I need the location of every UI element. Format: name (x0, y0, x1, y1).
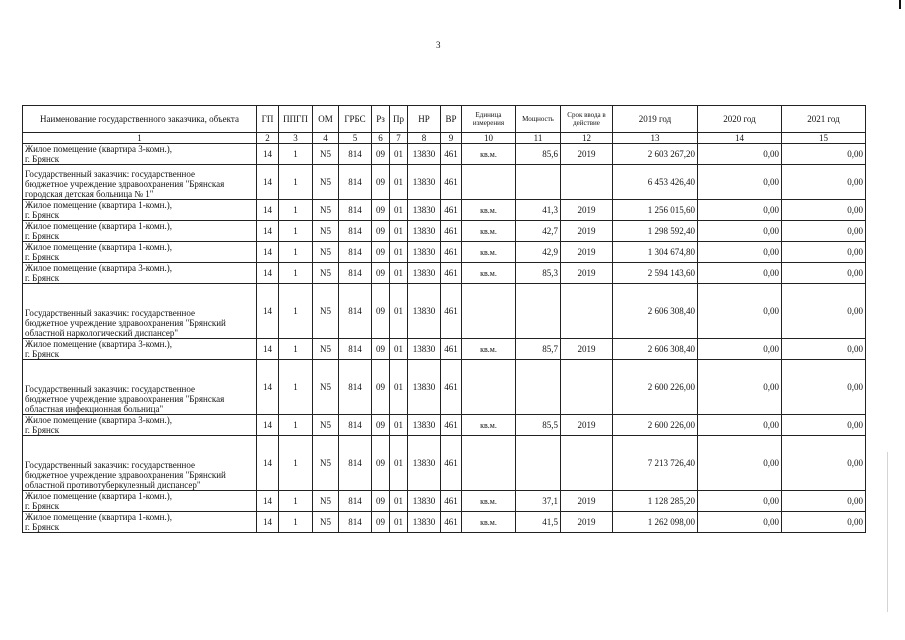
unit-cell: кв.м. (462, 200, 516, 221)
object-name-line: г. Брянск (25, 501, 60, 511)
power-cell (516, 360, 561, 415)
vr-cell: 461 (441, 221, 462, 242)
y2021-cell: 0,00 (782, 512, 866, 533)
y2021-cell: 0,00 (782, 200, 866, 221)
object-name-line: городская детская больница № 1" (25, 189, 154, 199)
year-cell: 2019 (561, 512, 613, 533)
grbs-cell: 814 (339, 221, 372, 242)
header-cell: Пр (390, 106, 408, 133)
column-number: 13 (613, 133, 698, 144)
rz-cell: 09 (372, 415, 390, 436)
table-row (23, 512, 866, 533)
gp-cell: 14 (257, 491, 279, 512)
nr-cell: 13830 (408, 491, 441, 512)
grbs-cell: 814 (339, 360, 372, 415)
table-row (23, 242, 866, 263)
om-cell: N5 (313, 165, 339, 200)
year-cell: 2019 (561, 491, 613, 512)
y2019-cell: 1 128 285,20 (613, 491, 698, 512)
object-name-line: областной противотуберкулезный диспансер" (25, 480, 201, 490)
object-name-line: бюджетное учреждение здравоохранения "Брянский (25, 470, 226, 480)
unit-cell: кв.м. (462, 242, 516, 263)
grbs-cell: 814 (339, 339, 372, 360)
vr-cell: 461 (441, 200, 462, 221)
object-name-line: г. Брянск (25, 154, 60, 164)
power-cell (516, 165, 561, 200)
y2021-cell: 0,00 (782, 284, 866, 339)
nr-cell: 13830 (408, 144, 441, 165)
nr-cell: 13830 (408, 284, 441, 339)
gp-cell: 14 (257, 415, 279, 436)
y2019-cell: 2 606 308,40 (613, 284, 698, 339)
gp-cell: 14 (257, 165, 279, 200)
pr-cell: 01 (390, 221, 408, 242)
gp-cell: 14 (257, 242, 279, 263)
y2021-cell: 0,00 (782, 242, 866, 263)
table-row (23, 200, 866, 221)
ppgp-cell: 1 (279, 165, 313, 200)
object-name-cell (23, 263, 257, 284)
column-number: 3 (279, 133, 313, 144)
y2021-cell: 0,00 (782, 436, 866, 491)
y2020-cell: 0,00 (698, 144, 782, 165)
object-name-line: Жилое помещение (квартира 1-комн.), (25, 491, 172, 501)
grbs-cell: 814 (339, 263, 372, 284)
y2019-cell: 2 606 308,40 (613, 339, 698, 360)
rz-cell: 09 (372, 200, 390, 221)
gp-cell: 14 (257, 284, 279, 339)
table-row (23, 491, 866, 512)
year-cell: 2019 (561, 242, 613, 263)
y2021-cell: 0,00 (782, 221, 866, 242)
vr-cell: 461 (441, 436, 462, 491)
header-cell: 2021 год (782, 106, 866, 133)
nr-cell: 13830 (408, 242, 441, 263)
om-cell: N5 (313, 339, 339, 360)
y2019-cell: 2 594 143,60 (613, 263, 698, 284)
ppgp-cell: 1 (279, 263, 313, 284)
ppgp-cell: 1 (279, 436, 313, 491)
grbs-cell: 814 (339, 242, 372, 263)
pr-cell: 01 (390, 165, 408, 200)
power-cell: 41,3 (516, 200, 561, 221)
year-cell: 2019 (561, 415, 613, 436)
rz-cell: 09 (372, 436, 390, 491)
unit-cell: кв.м. (462, 339, 516, 360)
unit-cell: кв.м. (462, 263, 516, 284)
header-cell: ППГП (279, 106, 313, 133)
y2019-cell: 1 262 098,00 (613, 512, 698, 533)
year-cell: 2019 (561, 221, 613, 242)
pr-cell: 01 (390, 263, 408, 284)
object-name-cell (23, 284, 257, 339)
column-number: 2 (257, 133, 279, 144)
om-cell: N5 (313, 263, 339, 284)
rz-cell: 09 (372, 360, 390, 415)
column-number: 8 (408, 133, 441, 144)
y2020-cell: 0,00 (698, 360, 782, 415)
object-name-line: Жилое помещение (квартира 1-комн.), (25, 200, 172, 210)
y2020-cell: 0,00 (698, 415, 782, 436)
object-name-line: областной наркологический диспансер" (25, 328, 179, 338)
y2021-cell: 0,00 (782, 165, 866, 200)
power-cell: 41,5 (516, 512, 561, 533)
object-name-cell (23, 221, 257, 242)
header-cell: ГП (257, 106, 279, 133)
header-cell: НР (408, 106, 441, 133)
ppgp-cell: 1 (279, 339, 313, 360)
om-cell: N5 (313, 360, 339, 415)
y2020-cell: 0,00 (698, 436, 782, 491)
nr-cell: 13830 (408, 221, 441, 242)
ppgp-cell: 1 (279, 491, 313, 512)
nr-cell: 13830 (408, 263, 441, 284)
grbs-cell: 814 (339, 144, 372, 165)
pr-cell: 01 (390, 200, 408, 221)
table-row (23, 263, 866, 284)
y2021-cell: 0,00 (782, 144, 866, 165)
nr-cell: 13830 (408, 512, 441, 533)
rz-cell: 09 (372, 144, 390, 165)
y2019-cell: 2 600 226,00 (613, 415, 698, 436)
unit-cell: кв.м. (462, 221, 516, 242)
table-row (23, 339, 866, 360)
object-name-line: Государственный заказчик: государственное (25, 384, 195, 394)
header-cell: ОМ (313, 106, 339, 133)
pr-cell: 01 (390, 242, 408, 263)
nr-cell: 13830 (408, 415, 441, 436)
om-cell: N5 (313, 144, 339, 165)
object-name-line: Жилое помещение (квартира 3-комн.), (25, 144, 172, 154)
object-name-line: бюджетное учреждение здравоохранения "Брянская (25, 179, 225, 189)
column-number: 4 (313, 133, 339, 144)
year-cell (561, 360, 613, 415)
y2019-cell: 1 298 592,40 (613, 221, 698, 242)
year-cell (561, 436, 613, 491)
table-row (23, 221, 866, 242)
unit-cell: кв.м. (462, 415, 516, 436)
unit-cell (462, 360, 516, 415)
pr-cell: 01 (390, 144, 408, 165)
gp-cell: 14 (257, 512, 279, 533)
om-cell: N5 (313, 242, 339, 263)
vr-cell: 461 (441, 339, 462, 360)
y2019-cell: 2 600 226,00 (613, 360, 698, 415)
y2020-cell: 0,00 (698, 165, 782, 200)
y2020-cell: 0,00 (698, 339, 782, 360)
nr-cell: 13830 (408, 200, 441, 221)
scan-fold-line (887, 452, 888, 612)
grbs-cell: 814 (339, 512, 372, 533)
om-cell: N5 (313, 512, 339, 533)
object-name-cell (23, 360, 257, 415)
power-cell: 85,6 (516, 144, 561, 165)
ppgp-cell: 1 (279, 415, 313, 436)
object-name-line: г. Брянск (25, 231, 60, 241)
object-name-cell (23, 242, 257, 263)
unit-cell: кв.м. (462, 491, 516, 512)
column-number: 15 (782, 133, 866, 144)
table-row (23, 360, 866, 415)
y2020-cell: 0,00 (698, 242, 782, 263)
gp-cell: 14 (257, 221, 279, 242)
table-row (23, 415, 866, 436)
y2019-cell: 7 213 726,40 (613, 436, 698, 491)
y2021-cell: 0,00 (782, 263, 866, 284)
gp-cell: 14 (257, 144, 279, 165)
header-row (23, 106, 866, 133)
y2020-cell: 0,00 (698, 491, 782, 512)
y2020-cell: 0,00 (698, 284, 782, 339)
year-cell: 2019 (561, 200, 613, 221)
table-row (23, 436, 866, 491)
column-number: 14 (698, 133, 782, 144)
object-name-line: г. Брянск (25, 522, 60, 532)
power-cell (516, 284, 561, 339)
rz-cell: 09 (372, 242, 390, 263)
object-name-line: Жилое помещение (квартира 3-комн.), (25, 263, 172, 273)
rz-cell: 09 (372, 339, 390, 360)
object-name-line: Государственный заказчик: государственное (25, 169, 195, 179)
object-name-cell (23, 144, 257, 165)
pr-cell: 01 (390, 360, 408, 415)
column-number: 6 (372, 133, 390, 144)
ppgp-cell: 1 (279, 221, 313, 242)
nr-cell: 13830 (408, 339, 441, 360)
year-cell (561, 165, 613, 200)
rz-cell: 09 (372, 221, 390, 242)
column-number: 10 (462, 133, 516, 144)
gp-cell: 14 (257, 263, 279, 284)
rz-cell: 09 (372, 512, 390, 533)
object-name-cell (23, 415, 257, 436)
object-name-line: г. Брянск (25, 210, 60, 220)
header-cell: Мощность (516, 106, 561, 133)
column-number: 12 (561, 133, 613, 144)
object-name-cell (23, 512, 257, 533)
object-name-cell (23, 165, 257, 200)
rz-cell: 09 (372, 284, 390, 339)
vr-cell: 461 (441, 512, 462, 533)
header-cell: Наименование государственного заказчика, объекта (23, 106, 257, 133)
object-name-line: Жилое помещение (квартира 1-комн.), (25, 221, 172, 231)
power-cell (516, 436, 561, 491)
grbs-cell: 814 (339, 436, 372, 491)
header-cell: 2019 год (613, 106, 698, 133)
gp-cell: 14 (257, 436, 279, 491)
column-number: 7 (390, 133, 408, 144)
pr-cell: 01 (390, 512, 408, 533)
ppgp-cell: 1 (279, 200, 313, 221)
table-body (23, 144, 866, 533)
year-cell (561, 284, 613, 339)
object-name-line: г. Брянск (25, 252, 60, 262)
power-cell: 85,7 (516, 339, 561, 360)
object-name-line: бюджетное учреждение здравоохранения "Брянская (25, 394, 225, 404)
table-row (23, 165, 866, 200)
om-cell: N5 (313, 491, 339, 512)
y2021-cell: 0,00 (782, 415, 866, 436)
pr-cell: 01 (390, 339, 408, 360)
y2019-cell: 2 603 267,20 (613, 144, 698, 165)
pr-cell: 01 (390, 284, 408, 339)
budget-table (22, 105, 866, 533)
object-name-line: областная инфекционная больница" (25, 404, 164, 414)
om-cell: N5 (313, 415, 339, 436)
power-cell: 37,1 (516, 491, 561, 512)
gp-cell: 14 (257, 360, 279, 415)
column-number-row (23, 133, 866, 144)
object-name-cell (23, 339, 257, 360)
vr-cell: 461 (441, 284, 462, 339)
gp-cell: 14 (257, 200, 279, 221)
table-row (23, 284, 866, 339)
column-number: 5 (339, 133, 372, 144)
ppgp-cell: 1 (279, 242, 313, 263)
y2020-cell: 0,00 (698, 263, 782, 284)
om-cell: N5 (313, 436, 339, 491)
ppgp-cell: 1 (279, 144, 313, 165)
column-number: 9 (441, 133, 462, 144)
grbs-cell: 814 (339, 284, 372, 339)
y2019-cell: 1 304 674,80 (613, 242, 698, 263)
header-cell: ВР (441, 106, 462, 133)
nr-cell: 13830 (408, 436, 441, 491)
power-cell: 85,5 (516, 415, 561, 436)
unit-cell (462, 436, 516, 491)
vr-cell: 461 (441, 242, 462, 263)
unit-cell: кв.м. (462, 144, 516, 165)
vr-cell: 461 (441, 360, 462, 415)
vr-cell: 461 (441, 165, 462, 200)
object-name-line: Жилое помещение (квартира 1-комн.), (25, 512, 172, 522)
object-name-line: бюджетное учреждение здравоохранения "Брянский (25, 318, 226, 328)
header-cell: ГРБС (339, 106, 372, 133)
om-cell: N5 (313, 284, 339, 339)
y2020-cell: 0,00 (698, 200, 782, 221)
vr-cell: 461 (441, 415, 462, 436)
object-name-line: Жилое помещение (квартира 3-комн.), (25, 415, 172, 425)
ppgp-cell: 1 (279, 284, 313, 339)
pr-cell: 01 (390, 415, 408, 436)
column-number: 11 (516, 133, 561, 144)
rz-cell: 09 (372, 263, 390, 284)
rz-cell: 09 (372, 491, 390, 512)
grbs-cell: 814 (339, 200, 372, 221)
power-cell: 85,3 (516, 263, 561, 284)
y2019-cell: 6 453 426,40 (613, 165, 698, 200)
nr-cell: 13830 (408, 360, 441, 415)
object-name-cell (23, 436, 257, 491)
unit-cell (462, 284, 516, 339)
rz-cell: 09 (372, 165, 390, 200)
y2021-cell: 0,00 (782, 339, 866, 360)
object-name-line: г. Брянск (25, 425, 60, 435)
om-cell: N5 (313, 200, 339, 221)
pr-cell: 01 (390, 491, 408, 512)
unit-cell (462, 165, 516, 200)
header-cell: Единица измерения (462, 106, 516, 133)
nr-cell: 13830 (408, 165, 441, 200)
y2021-cell: 0,00 (782, 360, 866, 415)
header-cell: Рз (372, 106, 390, 133)
ppgp-cell: 1 (279, 512, 313, 533)
power-cell: 42,7 (516, 221, 561, 242)
grbs-cell: 814 (339, 165, 372, 200)
year-cell: 2019 (561, 144, 613, 165)
power-cell: 42,9 (516, 242, 561, 263)
object-name-line: г. Брянск (25, 349, 60, 359)
y2020-cell: 0,00 (698, 512, 782, 533)
y2019-cell: 1 256 015,60 (613, 200, 698, 221)
y2020-cell: 0,00 (698, 221, 782, 242)
object-name-cell (23, 491, 257, 512)
vr-cell: 461 (441, 491, 462, 512)
year-cell: 2019 (561, 263, 613, 284)
y2021-cell: 0,00 (782, 491, 866, 512)
unit-cell: кв.м. (462, 512, 516, 533)
object-name-line: Государственный заказчик: государственное (25, 460, 195, 470)
year-cell: 2019 (561, 339, 613, 360)
ppgp-cell: 1 (279, 360, 313, 415)
object-name-cell (23, 200, 257, 221)
object-name-line: Жилое помещение (квартира 1-комн.), (25, 242, 172, 252)
pr-cell: 01 (390, 436, 408, 491)
grbs-cell: 814 (339, 415, 372, 436)
object-name-line: г. Брянск (25, 273, 60, 283)
page-number: 3 (436, 40, 441, 50)
vr-cell: 461 (441, 263, 462, 284)
header-cell: 2020 год (698, 106, 782, 133)
scan-edge-mark (899, 0, 901, 9)
object-name-line: Государственный заказчик: государственное (25, 308, 195, 318)
vr-cell: 461 (441, 144, 462, 165)
grbs-cell: 814 (339, 491, 372, 512)
table-row (23, 144, 866, 165)
column-number: 1 (23, 133, 257, 144)
om-cell: N5 (313, 221, 339, 242)
object-name-line: Жилое помещение (квартира 3-комн.), (25, 339, 172, 349)
gp-cell: 14 (257, 339, 279, 360)
header-cell: Срок ввода в действие (561, 106, 613, 133)
